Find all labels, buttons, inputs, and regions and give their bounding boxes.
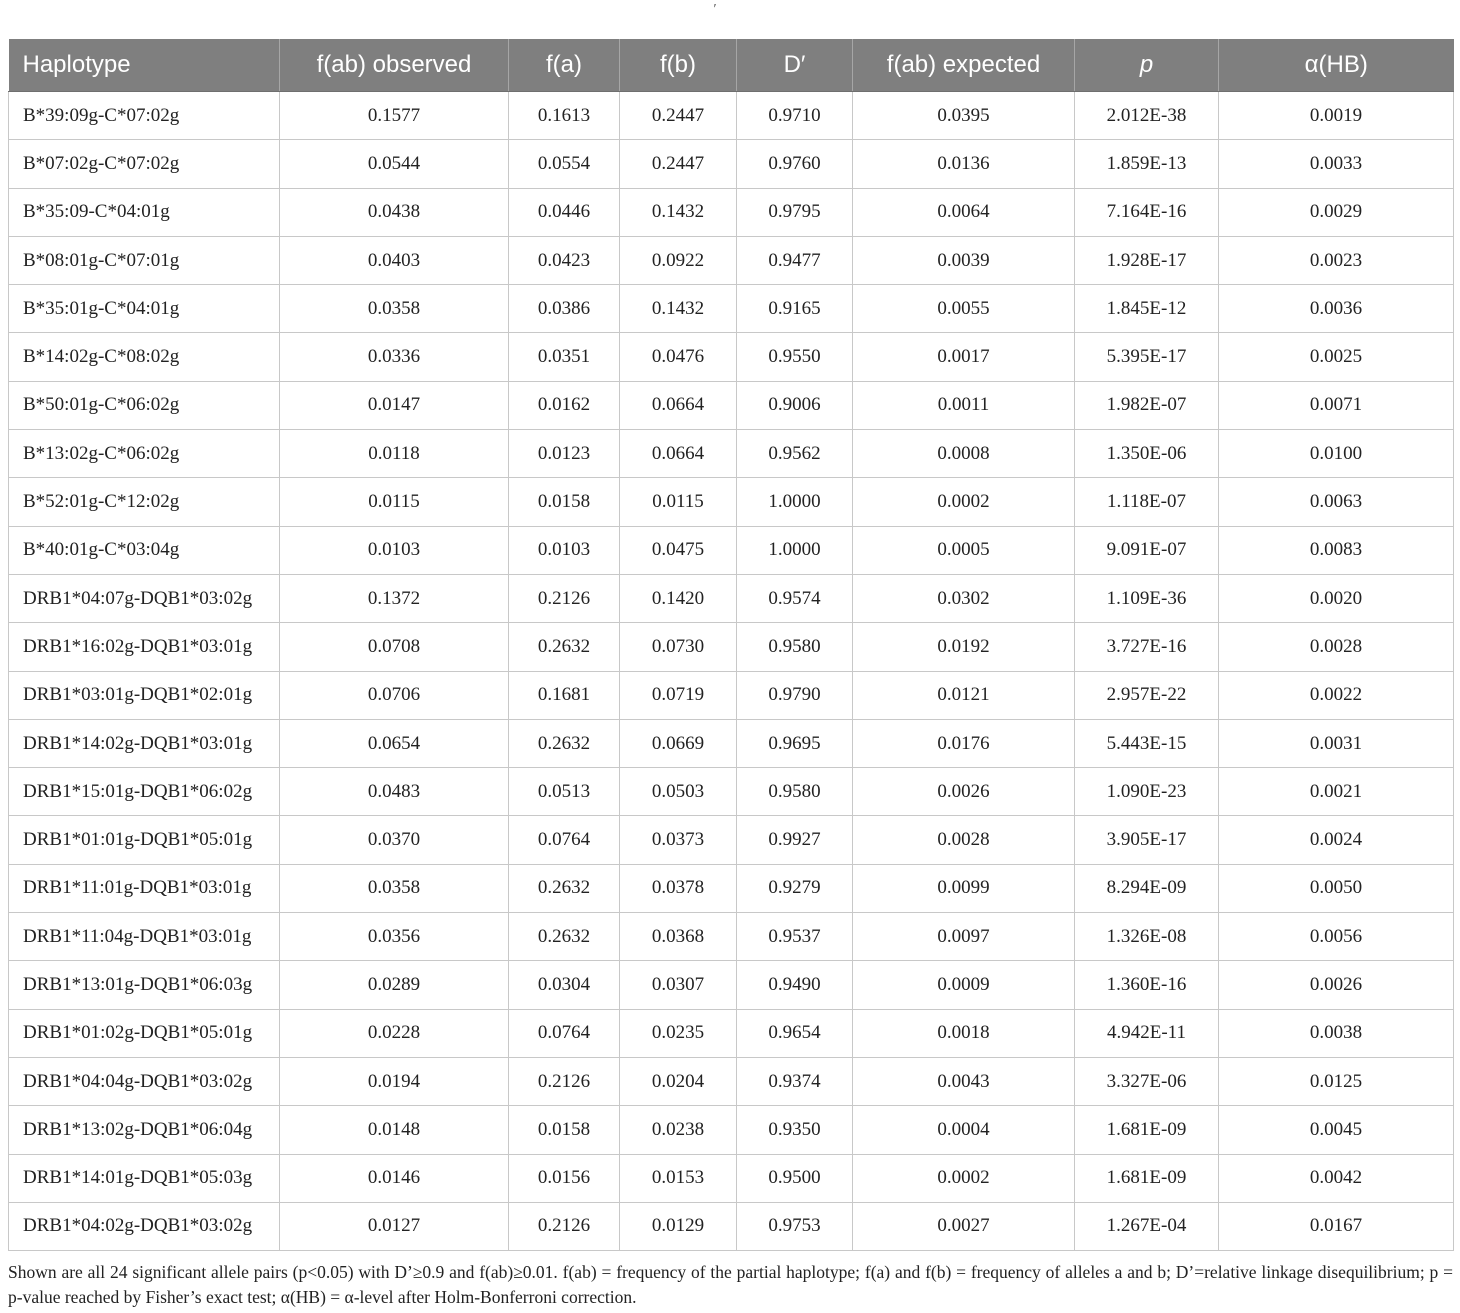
cell-fb: 0.0730: [620, 623, 737, 671]
cell-fab-observed: 0.0706: [280, 671, 509, 719]
cell-haplotype: DRB1*14:02g-DQB1*03:01g: [9, 719, 280, 767]
cell-p-value: 3.905E-17: [1075, 816, 1219, 864]
cell-d-prime: 0.9350: [737, 1106, 853, 1154]
cell-haplotype: DRB1*14:01g-DQB1*05:03g: [9, 1154, 280, 1202]
cell-haplotype: B*50:01g-C*06:02g: [9, 381, 280, 429]
cell-fa: 0.0156: [509, 1154, 620, 1202]
cell-fab-expected: 0.0005: [853, 526, 1075, 574]
cell-fa: 0.0513: [509, 768, 620, 816]
cell-d-prime: 0.9795: [737, 188, 853, 236]
header-alpha-hb: α(HB): [1219, 39, 1454, 92]
cell-fa: 0.0764: [509, 816, 620, 864]
cell-d-prime: 0.9760: [737, 140, 853, 188]
cell-d-prime: 0.9574: [737, 574, 853, 622]
cell-fb: 0.0475: [620, 526, 737, 574]
cell-fab-expected: 0.0097: [853, 913, 1075, 961]
cell-fb: 0.0378: [620, 864, 737, 912]
table-row: [9, 1106, 1454, 1154]
cell-alpha-hb: 0.0071: [1219, 381, 1454, 429]
cell-fab-expected: 0.0004: [853, 1106, 1075, 1154]
cell-fa: 0.2126: [509, 1057, 620, 1105]
cell-d-prime: 0.9537: [737, 913, 853, 961]
cell-alpha-hb: 0.0056: [1219, 913, 1454, 961]
cell-alpha-hb: 0.0033: [1219, 140, 1454, 188]
cell-d-prime: 0.9006: [737, 381, 853, 429]
cell-fab-expected: 0.0064: [853, 188, 1075, 236]
cell-alpha-hb: 0.0125: [1219, 1057, 1454, 1105]
cell-haplotype: B*39:09g-C*07:02g: [9, 92, 280, 140]
cell-d-prime: 0.9927: [737, 816, 853, 864]
cell-fab-observed: 0.0708: [280, 623, 509, 671]
header-fb: f(b): [620, 39, 737, 92]
cell-alpha-hb: 0.0020: [1219, 574, 1454, 622]
cell-d-prime: 0.9374: [737, 1057, 853, 1105]
cell-p-value: 2.957E-22: [1075, 671, 1219, 719]
top-mark: ′: [713, 2, 717, 17]
table-row: [9, 574, 1454, 622]
cell-fab-expected: 0.0395: [853, 92, 1075, 140]
cell-alpha-hb: 0.0022: [1219, 671, 1454, 719]
cell-fa: 0.2632: [509, 623, 620, 671]
cell-fab-expected: 0.0302: [853, 574, 1075, 622]
cell-fab-observed: 0.1372: [280, 574, 509, 622]
table-row: [9, 236, 1454, 284]
cell-p-value: 1.109E-36: [1075, 574, 1219, 622]
cell-haplotype: B*08:01g-C*07:01g: [9, 236, 280, 284]
cell-haplotype: DRB1*16:02g-DQB1*03:01g: [9, 623, 280, 671]
cell-fab-observed: 0.0403: [280, 236, 509, 284]
cell-p-value: 2.012E-38: [1075, 92, 1219, 140]
cell-p-value: 5.443E-15: [1075, 719, 1219, 767]
cell-alpha-hb: 0.0042: [1219, 1154, 1454, 1202]
cell-fb: 0.0129: [620, 1202, 737, 1250]
table-row: [9, 816, 1454, 864]
cell-haplotype: DRB1*04:04g-DQB1*03:02g: [9, 1057, 280, 1105]
cell-fb: 0.0204: [620, 1057, 737, 1105]
cell-d-prime: 0.9490: [737, 961, 853, 1009]
cell-fab-expected: 0.0027: [853, 1202, 1075, 1250]
cell-p-value: 1.681E-09: [1075, 1154, 1219, 1202]
cell-fa: 0.2632: [509, 719, 620, 767]
cell-fb: 0.0307: [620, 961, 737, 1009]
table-row: [9, 1057, 1454, 1105]
header-p: [1075, 39, 1219, 92]
cell-d-prime: 0.9790: [737, 671, 853, 719]
cell-haplotype: B*35:09-C*04:01g: [9, 188, 280, 236]
cell-alpha-hb: 0.0045: [1219, 1106, 1454, 1154]
cell-fb: 0.1432: [620, 285, 737, 333]
cell-fab-expected: 0.0018: [853, 1009, 1075, 1057]
cell-p-value: 1.845E-12: [1075, 285, 1219, 333]
cell-haplotype: DRB1*15:01g-DQB1*06:02g: [9, 768, 280, 816]
header-haplotype: Haplotype: [9, 39, 280, 92]
cell-fab-expected: 0.0192: [853, 623, 1075, 671]
table-body: [9, 92, 1454, 1251]
cell-p-value: 1.350E-06: [1075, 430, 1219, 478]
cell-haplotype: DRB1*13:02g-DQB1*06:04g: [9, 1106, 280, 1154]
cell-fb: 0.1432: [620, 188, 737, 236]
cell-fb: 0.1420: [620, 574, 737, 622]
cell-fab-observed: 0.0358: [280, 285, 509, 333]
cell-d-prime: 0.9165: [737, 285, 853, 333]
cell-alpha-hb: 0.0024: [1219, 816, 1454, 864]
cell-fb: 0.0503: [620, 768, 737, 816]
table-row: [9, 333, 1454, 381]
cell-fab-expected: 0.0136: [853, 140, 1075, 188]
table-row: [9, 864, 1454, 912]
table-row: [9, 1154, 1454, 1202]
cell-fab-expected: 0.0055: [853, 285, 1075, 333]
table-row: [9, 961, 1454, 1009]
table-row: [9, 719, 1454, 767]
cell-fab-observed: 0.0483: [280, 768, 509, 816]
cell-fa: 0.2632: [509, 864, 620, 912]
cell-fb: 0.0153: [620, 1154, 737, 1202]
cell-fab-observed: 0.0118: [280, 430, 509, 478]
cell-p-value: 1.681E-09: [1075, 1106, 1219, 1154]
cell-fab-expected: 0.0176: [853, 719, 1075, 767]
cell-alpha-hb: 0.0023: [1219, 236, 1454, 284]
cell-alpha-hb: 0.0026: [1219, 961, 1454, 1009]
table-row: [9, 430, 1454, 478]
cell-fab-observed: 0.0103: [280, 526, 509, 574]
cell-d-prime: 0.9753: [737, 1202, 853, 1250]
cell-fa: 0.0162: [509, 381, 620, 429]
cell-d-prime: 0.9550: [737, 333, 853, 381]
cell-alpha-hb: 0.0029: [1219, 188, 1454, 236]
header-fab-expected: f(ab) expected: [853, 39, 1075, 92]
cell-haplotype: DRB1*04:07g-DQB1*03:02g: [9, 574, 280, 622]
cell-alpha-hb: 0.0167: [1219, 1202, 1454, 1250]
cell-p-value: 4.942E-11: [1075, 1009, 1219, 1057]
cell-fb: 0.0669: [620, 719, 737, 767]
cell-alpha-hb: 0.0050: [1219, 864, 1454, 912]
cell-fb: 0.2447: [620, 140, 737, 188]
cell-d-prime: 0.9710: [737, 92, 853, 140]
cell-fab-observed: 0.0370: [280, 816, 509, 864]
cell-p-value: 1.090E-23: [1075, 768, 1219, 816]
cell-p-value: 9.091E-07: [1075, 526, 1219, 574]
cell-haplotype: B*35:01g-C*04:01g: [9, 285, 280, 333]
cell-fab-expected: 0.0026: [853, 768, 1075, 816]
cell-haplotype: DRB1*11:01g-DQB1*03:01g: [9, 864, 280, 912]
cell-fa: 0.0103: [509, 526, 620, 574]
cell-d-prime: 0.9500: [737, 1154, 853, 1202]
cell-fa: 0.0764: [509, 1009, 620, 1057]
cell-fb: 0.0664: [620, 381, 737, 429]
cell-fa: 0.2632: [509, 913, 620, 961]
cell-p-value: 1.982E-07: [1075, 381, 1219, 429]
cell-fab-observed: 0.0356: [280, 913, 509, 961]
cell-fa: 0.0123: [509, 430, 620, 478]
table-row: [9, 623, 1454, 671]
cell-alpha-hb: 0.0021: [1219, 768, 1454, 816]
cell-fa: 0.0158: [509, 1106, 620, 1154]
table-row: [9, 1009, 1454, 1057]
cell-fab-expected: 0.0002: [853, 1154, 1075, 1202]
cell-fa: 0.0554: [509, 140, 620, 188]
table-row: [9, 768, 1454, 816]
table-row: [9, 92, 1454, 140]
cell-haplotype: DRB1*04:02g-DQB1*03:02g: [9, 1202, 280, 1250]
cell-fb: 0.0719: [620, 671, 737, 719]
cell-fab-observed: 0.0358: [280, 864, 509, 912]
cell-p-value: 8.294E-09: [1075, 864, 1219, 912]
cell-fa: 0.0446: [509, 188, 620, 236]
cell-alpha-hb: 0.0036: [1219, 285, 1454, 333]
cell-fab-expected: 0.0039: [853, 236, 1075, 284]
cell-d-prime: 1.0000: [737, 526, 853, 574]
cell-fab-observed: 0.0289: [280, 961, 509, 1009]
cell-fa: 0.0304: [509, 961, 620, 1009]
cell-fab-observed: 0.0438: [280, 188, 509, 236]
cell-fab-observed: 0.0115: [280, 478, 509, 526]
cell-haplotype: DRB1*11:04g-DQB1*03:01g: [9, 913, 280, 961]
cell-d-prime: 0.9654: [737, 1009, 853, 1057]
cell-p-value: 1.326E-08: [1075, 913, 1219, 961]
cell-fa: 0.0423: [509, 236, 620, 284]
table-row: [9, 188, 1454, 236]
cell-haplotype: DRB1*03:01g-DQB1*02:01g: [9, 671, 280, 719]
cell-p-value: 1.118E-07: [1075, 478, 1219, 526]
cell-fb: 0.0368: [620, 913, 737, 961]
header-p-label: p: [1139, 51, 1154, 78]
cell-haplotype: B*07:02g-C*07:02g: [9, 140, 280, 188]
cell-alpha-hb: 0.0019: [1219, 92, 1454, 140]
cell-fab-observed: 0.0148: [280, 1106, 509, 1154]
table-header-row: [9, 39, 1454, 92]
cell-p-value: 1.360E-16: [1075, 961, 1219, 1009]
cell-alpha-hb: 0.0083: [1219, 526, 1454, 574]
cell-fa: 0.0351: [509, 333, 620, 381]
table-row: [9, 1202, 1454, 1250]
cell-d-prime: 0.9695: [737, 719, 853, 767]
table-row: [9, 381, 1454, 429]
cell-alpha-hb: 0.0063: [1219, 478, 1454, 526]
table-footnote: Shown are all 24 significant allele pairs (p<0.05) with D’≥0.9 and f(ab)≥0.01. f(ab) = frequency of the partial haplotype; f(a) and f(b) = frequency of alleles a and b; D’=relative linkage disequilibrium; p = p-value reached by Fisher’s exact test; α(HB) = α-level after Holm-Bonferroni correction.: [8, 1262, 1453, 1307]
cell-fab-expected: 0.0043: [853, 1057, 1075, 1105]
table-row: [9, 671, 1454, 719]
table-row: [9, 140, 1454, 188]
cell-d-prime: 0.9562: [737, 430, 853, 478]
cell-haplotype: B*13:02g-C*06:02g: [9, 430, 280, 478]
cell-fa: 0.2126: [509, 574, 620, 622]
cell-fab-observed: 0.0228: [280, 1009, 509, 1057]
cell-d-prime: 0.9580: [737, 623, 853, 671]
cell-d-prime: 0.9279: [737, 864, 853, 912]
cell-fa: 0.2126: [509, 1202, 620, 1250]
cell-fb: 0.0922: [620, 236, 737, 284]
cell-alpha-hb: 0.0025: [1219, 333, 1454, 381]
cell-p-value: 3.327E-06: [1075, 1057, 1219, 1105]
cell-fab-observed: 0.0194: [280, 1057, 509, 1105]
cell-fb: 0.0115: [620, 478, 737, 526]
cell-alpha-hb: 0.0038: [1219, 1009, 1454, 1057]
cell-fb: 0.2447: [620, 92, 737, 140]
cell-fab-observed: 0.1577: [280, 92, 509, 140]
cell-p-value: 7.164E-16: [1075, 188, 1219, 236]
cell-fab-observed: 0.0127: [280, 1202, 509, 1250]
cell-fa: 0.0386: [509, 285, 620, 333]
cell-haplotype: B*52:01g-C*12:02g: [9, 478, 280, 526]
table-row: [9, 285, 1454, 333]
cell-fab-expected: 0.0099: [853, 864, 1075, 912]
cell-haplotype: B*14:02g-C*08:02g: [9, 333, 280, 381]
cell-p-value: 1.928E-17: [1075, 236, 1219, 284]
cell-haplotype: DRB1*01:02g-DQB1*05:01g: [9, 1009, 280, 1057]
cell-fb: 0.0664: [620, 430, 737, 478]
cell-fab-observed: 0.0336: [280, 333, 509, 381]
cell-alpha-hb: 0.0031: [1219, 719, 1454, 767]
header-d-prime: D′: [737, 39, 853, 92]
header-fab-observed: f(ab) observed: [280, 39, 509, 92]
cell-d-prime: 1.0000: [737, 478, 853, 526]
haplotype-table: [8, 39, 1454, 1251]
cell-fab-observed: 0.0146: [280, 1154, 509, 1202]
cell-fa: 0.0158: [509, 478, 620, 526]
cell-alpha-hb: 0.0028: [1219, 623, 1454, 671]
cell-fa: 0.1613: [509, 92, 620, 140]
table-row: [9, 526, 1454, 574]
cell-d-prime: 0.9580: [737, 768, 853, 816]
cell-p-value: 5.395E-17: [1075, 333, 1219, 381]
cell-fab-observed: 0.0147: [280, 381, 509, 429]
table-row: [9, 478, 1454, 526]
cell-fab-observed: 0.0654: [280, 719, 509, 767]
cell-fab-expected: 0.0008: [853, 430, 1075, 478]
cell-fab-observed: 0.0544: [280, 140, 509, 188]
cell-fb: 0.0238: [620, 1106, 737, 1154]
cell-p-value: 3.727E-16: [1075, 623, 1219, 671]
header-fa: f(a): [509, 39, 620, 92]
cell-fab-expected: 0.0121: [853, 671, 1075, 719]
cell-alpha-hb: 0.0100: [1219, 430, 1454, 478]
cell-fab-expected: 0.0002: [853, 478, 1075, 526]
cell-fb: 0.0373: [620, 816, 737, 864]
cell-d-prime: 0.9477: [737, 236, 853, 284]
cell-fb: 0.0476: [620, 333, 737, 381]
cell-fab-expected: 0.0009: [853, 961, 1075, 1009]
cell-fab-expected: 0.0017: [853, 333, 1075, 381]
cell-fab-expected: 0.0011: [853, 381, 1075, 429]
cell-fa: 0.1681: [509, 671, 620, 719]
table-row: [9, 913, 1454, 961]
cell-haplotype: B*40:01g-C*03:04g: [9, 526, 280, 574]
cell-p-value: 1.859E-13: [1075, 140, 1219, 188]
cell-fb: 0.0235: [620, 1009, 737, 1057]
cell-haplotype: DRB1*13:01g-DQB1*06:03g: [9, 961, 280, 1009]
cell-haplotype: DRB1*01:01g-DQB1*05:01g: [9, 816, 280, 864]
cell-fab-expected: 0.0028: [853, 816, 1075, 864]
cell-p-value: 1.267E-04: [1075, 1202, 1219, 1250]
